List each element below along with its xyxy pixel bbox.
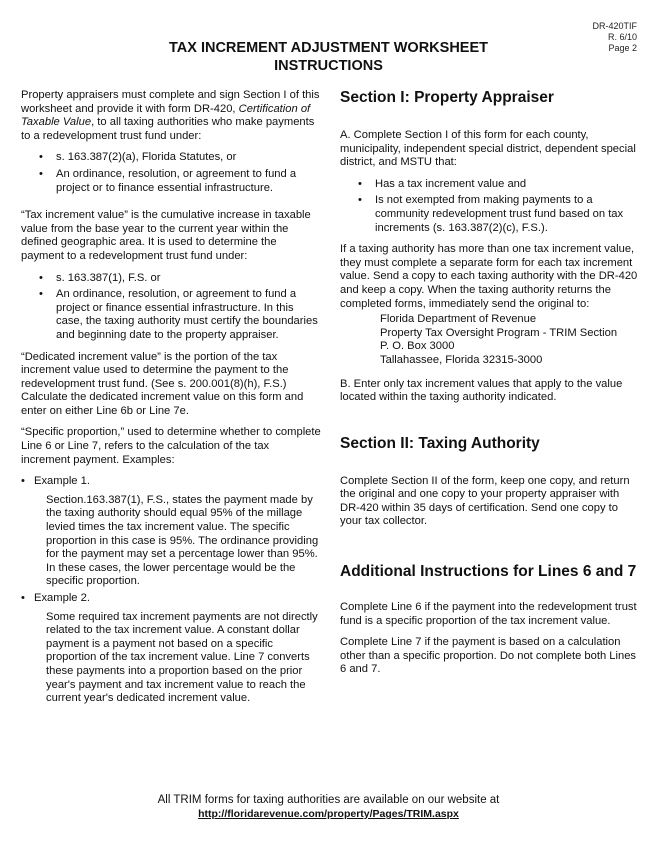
additional-instructions-heading: Additional Instructions for Lines 6 and 7 <box>340 563 637 581</box>
intro-text: Property appraisers must complete and sign Section I of this worksheet and provide it with form DR-420, <box>21 89 320 115</box>
dedicated-increment-value-definition: “Dedicated increment value” is the portion of the tax increment value used to determine the payment to the redevelopment trust fund. (See s. 200.001(8)(h), F.S.) Calculate the dedicated increment value on this form and enter on either Line 6b or Line 7e. <box>21 350 304 417</box>
example-label: • Example 1. <box>34 475 90 488</box>
list-item: • An ordinance, resolution, or agreement to fund a project or finance essential infrastructure. In this case, the taxing authority must certify the boundaries and beginning date to the property appraiser. <box>33 288 321 342</box>
section-2-instruction: Complete Section II of the form, keep one copy, and return the original and one copy to your property appraiser with DR-420 within 35 days of certification. Send one copy to your tax collector. <box>340 474 630 528</box>
address-line: P. O. Box 3000 <box>380 340 455 353</box>
tiv-list <box>21 272 321 343</box>
address-line: Tallahassee, Florida 32315-3000 <box>380 353 543 366</box>
example-item <box>21 592 321 706</box>
list-item: • An ordinance, resolution, or agreement to fund a project or to finance essential infrastructure. <box>33 168 321 195</box>
multiple-values-instruction: If a taxing authority has more than one tax increment value, they must complete a separate form for each tax increment value. Send a copy to each taxing authority with the DR-420 and keep a copy. When the taxing authority returns the completed forms, immediately send the original to: <box>340 243 638 310</box>
line-6-instruction: Complete Line 6 if the payment into the redevelopment trust fund is a specific proportion of the tax increment value. <box>340 601 637 627</box>
section-1-heading: Section I: Property Appraiser <box>340 89 554 106</box>
page-footer <box>0 793 657 821</box>
page-title <box>0 39 657 75</box>
examples-list <box>21 475 321 706</box>
example-item <box>21 475 321 589</box>
dr420-title: Certification of Taxable Value <box>21 102 311 129</box>
intro-paragraph <box>21 89 321 143</box>
address-line: Property Tax Oversight Program - TRIM Section <box>380 326 618 339</box>
title-line-1: TAX INCREMENT ADJUSTMENT WORKSHEET <box>169 40 488 56</box>
specific-proportion-definition: “Specific proportion,” used to determine whether to complete Line 6 or Line 7, refers to the calculation of the tax increment payment. Examples: <box>21 426 321 466</box>
title-line-2: INSTRUCTIONS <box>274 58 383 74</box>
list-item: • Is not exempted from making payments to a community redevelopment trust fund based on tax increments (s. 163.387(2)(c), F.S.). <box>352 194 640 235</box>
section-2-heading: Section II: Taxing Authority <box>340 434 540 452</box>
mailing-address <box>380 313 640 367</box>
section-1-instruction-a: A. Complete Section I of this form for each county, municipality, independent special district, dependent special district, and MSTU that: <box>340 129 636 169</box>
example-body: Section.163.387(1), F.S., states the payment made by the taxing authority should equal 95% of the millage levied times the tax increment value. The specific proportion in this case is 95%. The ordinance providing for the payment may set a percentage lower than 95%. In these cases, the lower percentage would be the specific proportion. <box>46 493 319 588</box>
list-item: • Has a tax increment value and <box>352 178 640 192</box>
intro-text-end: , to all taxing authorities who make payments to a redevelopment trust fund under: <box>21 116 315 142</box>
right-column <box>340 89 640 685</box>
intro-list <box>21 151 321 195</box>
footer-text: All TRIM forms for taxing authorities are available on our website at <box>157 794 500 806</box>
section-1-instruction-b: B. Enter only tax increment values that apply to the value located within the taxing authority indicated. <box>340 377 623 404</box>
address-line: Florida Department of Revenue <box>380 313 537 326</box>
form-revision: R. 6/10 <box>607 32 637 42</box>
list-item: • s. 163.387(1), F.S. or <box>33 272 321 286</box>
line-7-instruction: Complete Line 7 if the payment is based on a calculation other than a specific proportion. Do not complete both Lines 6 and 7. <box>340 636 637 676</box>
form-number: DR-420TIF <box>592 21 637 31</box>
list-item: • s. 163.387(2)(a), Florida Statutes, or <box>33 151 321 165</box>
trim-forms-link[interactable]: http://floridarevenue.com/property/Pages/TRIM.aspx <box>198 808 459 820</box>
section-1-list <box>340 178 640 235</box>
left-column <box>21 89 321 714</box>
tax-increment-value-definition: “Tax increment value” is the cumulative increase in taxable value from the base year to the current year within the defined geographic area. It is used to determine the payment to a redevelopment trust fund under: <box>21 209 311 262</box>
example-body: Some required tax increment payments are not directly related to the tax increment value. A constant dollar payment is a payment not based on a specific proportion of the tax increment value. Line 7 converts these payments into a proportion based on the prior year's payment and tax increment value to reach the current year's dedicated increment value. <box>46 610 318 705</box>
example-label: • Example 2. <box>34 592 90 604</box>
page-number: Page 2 <box>608 43 637 53</box>
